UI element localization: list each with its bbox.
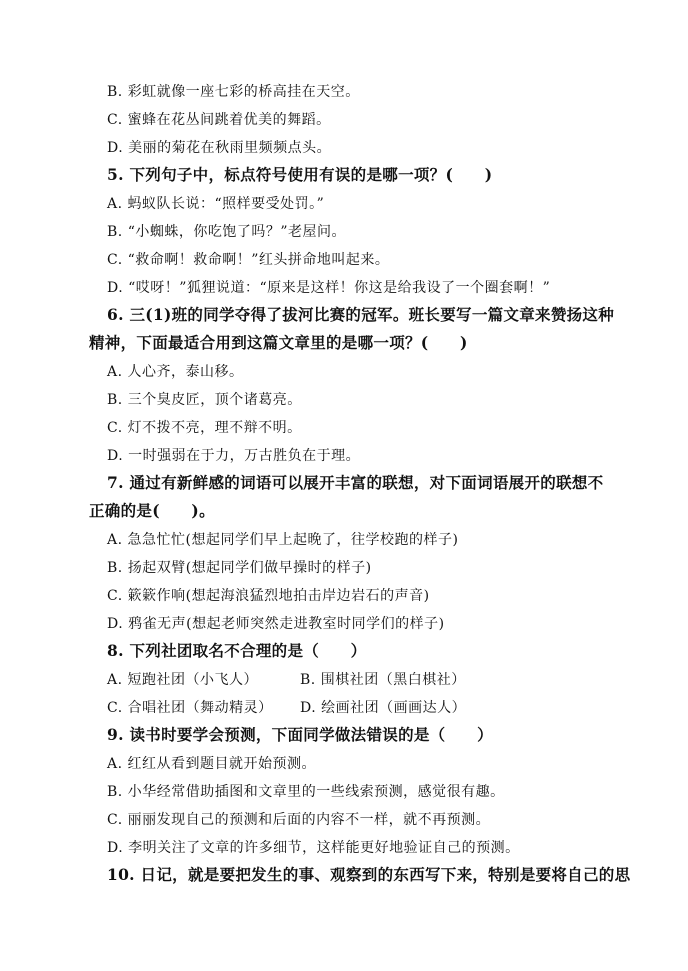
option-line: C. 簌簌作响(想起海浪猛烈地拍击岸边岩石的声音) [107, 588, 430, 604]
option-line: B. 围棋社团（黑白棋社） [300, 672, 466, 688]
option-line: A. 红红从看到题目就开始预测。 [107, 756, 317, 772]
question-8: 8. 下列社团取名不合理的是（ ） [107, 641, 367, 660]
option-line: C. “救命啊！救命啊！”红头拼命地叫起来。 [107, 252, 390, 268]
option-line: D. 李明关注了文章的许多细节，这样能更好地验证自己的预测。 [107, 840, 520, 856]
question-6: 6. 三(1)班的同学夺得了拔河比赛的冠军。班长要写一篇文章来赞扬这种 [107, 305, 615, 324]
option-line: D. 一时强弱在于力，万古胜负在于理。 [107, 448, 361, 464]
option-line: D. “哎呀！”狐狸说道：“原来是这样！你这是给我设了一个圈套啊！” [107, 280, 551, 296]
option-line: C. 蜜蜂在花丛间跳着优美的舞蹈。 [107, 112, 331, 128]
option-line: C. 合唱社团（舞动精灵） [107, 700, 273, 716]
option-line: A. 急急忙忙(想起同学们早上起晚了，往学校跑的样子) [107, 532, 459, 548]
option-line: C. 灯不拨不亮，理不辩不明。 [107, 420, 302, 436]
option-line: D. 美丽的菊花在秋雨里频频点头。 [107, 140, 332, 156]
option-line: C. 丽丽发现自己的预测和后面的内容不一样，就不再预测。 [107, 812, 491, 828]
question-5: 5. 下列句子中，标点符号使用有误的是哪一项？( ) [107, 165, 493, 184]
option-line: B. 三个臭皮匠，顶个诸葛亮。 [107, 392, 302, 408]
option-line: B. “小蜘蛛，你吃饱了吗？”老屋问。 [107, 224, 347, 240]
option-line: A. 蚂蚁队长说：“照样要受处罚。” [107, 196, 325, 212]
option-line: A. 人心齐，泰山移。 [107, 364, 244, 380]
question-6-cont: 精神，下面最适合用到这篇文章里的是哪一项？( ) [89, 333, 468, 352]
question-7: 7. 通过有新鲜感的词语可以展开丰富的联想，对下面词语展开的联想不 [107, 473, 604, 492]
option-line: B. 彩虹就像一座七彩的桥高挂在天空。 [107, 84, 360, 100]
option-line: A. 短跑社团（小飞人） [107, 672, 259, 688]
question-10: 10. 日记，就是要把发生的事、观察到的东西写下来，特别是要将自己的思 [107, 865, 631, 884]
option-line: D. 绘画社团（画画达人） [300, 700, 467, 716]
question-7-cont: 正确的是( )。 [89, 501, 215, 520]
option-line: D. 鸦雀无声(想起老师突然走进教室时同学们的样子) [107, 616, 445, 632]
question-9: 9. 读书时要学会预测，下面同学做法错误的是（ ） [107, 725, 493, 744]
option-line: B. 扬起双臂(想起同学们做早操时的样子) [107, 560, 372, 576]
option-line: B. 小华经常借助插图和文章里的一些线索预测，感觉很有趣。 [107, 784, 505, 800]
